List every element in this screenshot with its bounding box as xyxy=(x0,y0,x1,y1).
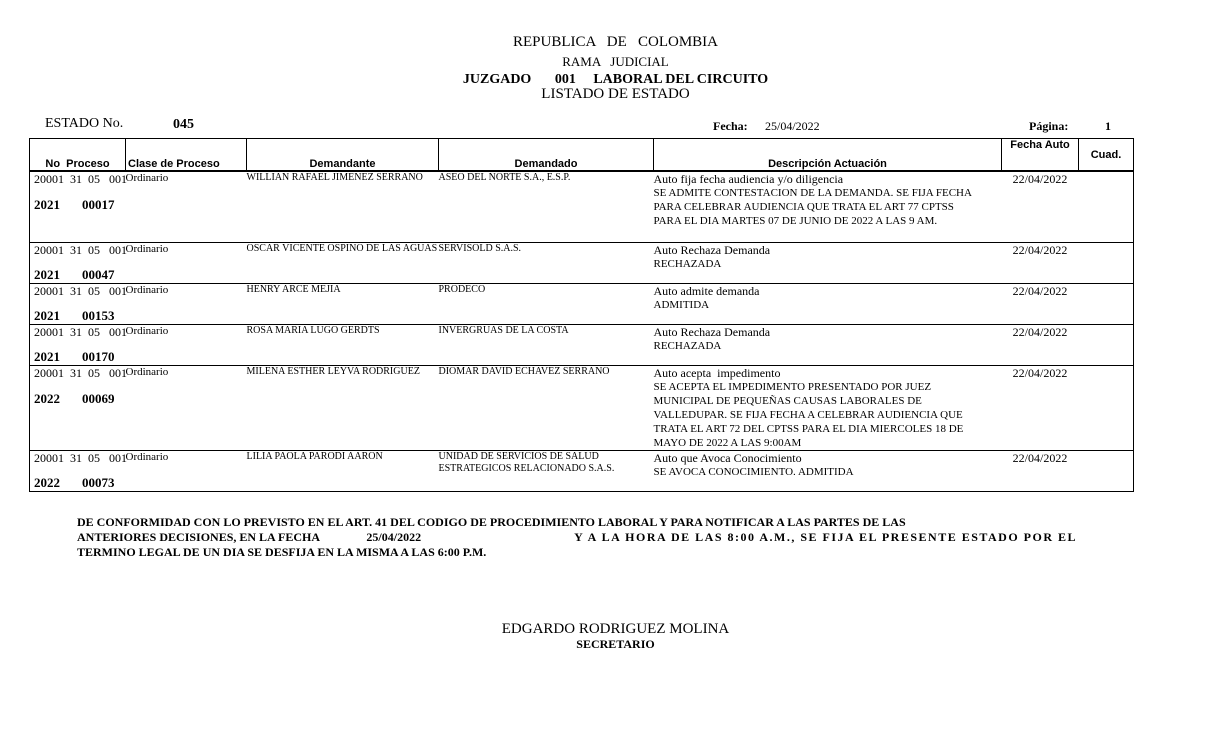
legal-line-3: TERMINO LEGAL DE UN DIA SE DESFIJA EN LA MISMA A LAS 6:00 P.M. xyxy=(77,545,487,559)
actuacion-text: SE AVOCA CONOCIMIENTO. ADMITIDA xyxy=(653,466,854,478)
legal-line-2 xyxy=(77,530,1077,545)
proceso-radicado: 00170 xyxy=(82,349,115,364)
legal-line-2a: ANTERIORES DECISIONES, EN LA FECHA xyxy=(77,530,320,544)
estado-table xyxy=(29,138,1134,492)
cell-demandante: ROSA MARIA LUGO GERDTS xyxy=(247,325,439,366)
cell-fecha-auto: 22/04/2022 xyxy=(1002,171,1079,243)
proceso-code: 20001 31 05 001 xyxy=(34,172,127,186)
table-row xyxy=(30,171,1134,243)
fecha-label: Fecha: xyxy=(713,119,748,133)
actuacion-title: Auto acepta impedimento xyxy=(653,366,781,380)
cell-proceso xyxy=(30,243,126,284)
cell-proceso xyxy=(30,366,126,451)
col-demandante: Demandante xyxy=(247,139,439,172)
table-row xyxy=(30,451,1134,492)
cell-demandado: INVERGRUAS DE LA COSTA xyxy=(439,325,654,366)
proceso-year: 2021 xyxy=(34,308,60,323)
proceso-number xyxy=(34,391,115,407)
proceso-number xyxy=(34,475,115,491)
proceso-radicado: 00153 xyxy=(82,308,115,323)
table-row xyxy=(30,243,1134,284)
court-number: 001 xyxy=(554,72,576,87)
legal-notice xyxy=(77,515,1077,560)
table-row xyxy=(30,366,1134,451)
col-demandado: Demandado xyxy=(439,139,654,172)
cell-clase: Ordinario xyxy=(126,171,247,243)
actuacion-title: Auto admite demanda xyxy=(653,284,760,298)
legal-date: 25/04/2022 xyxy=(366,530,422,544)
signature-role: SECRETARIO xyxy=(576,637,655,651)
cell-cuad xyxy=(1079,366,1134,451)
legal-line-1: DE CONFORMIDAD CON LO PREVISTO EN EL ART. 41 DEL CODIGO DE PROCEDIMIENTO LABORAL Y PARA NOTIFICAR A LAS PARTES DE LAS xyxy=(77,515,906,529)
cell-clase: Ordinario xyxy=(126,284,247,325)
proceso-number xyxy=(34,349,115,365)
pagina-value: 1 xyxy=(1105,119,1111,133)
proceso-radicado: 00047 xyxy=(82,267,115,282)
actuacion-text: SE ACEPTA EL IMPEDIMENTO PRESENTADO POR JUEZ MUNICIPAL DE PEQUEÑAS CAUSAS LABORALES DE VALLEDUPAR. SE FIJA FECHA A CELEBRAR AUDIENCIA QUE TRATA EL ART 72 DEL CPTSS PARA EL DIA MIERCOLES 18 DE MAYO DE 2022 A LAS 9:00AM xyxy=(653,381,964,449)
actuacion-text: SE ADMITE CONTESTACION DE LA DEMANDA. SE FIJA FECHA PARA CELEBRAR AUDIENCIA QUE TRATA EL ART 77 CPTSS PARA EL DIA MARTES 07 DE JUNIO DE 2022 A LAS 9 AM. xyxy=(653,187,972,227)
cell-cuad xyxy=(1079,451,1134,492)
court-name: LABORAL DEL CIRCUITO xyxy=(593,72,769,87)
actuacion-title: Auto Rechaza Demanda xyxy=(653,243,771,257)
cell-fecha-auto: 22/04/2022 xyxy=(1002,284,1079,325)
pagina-label: Página: xyxy=(1029,119,1069,133)
table-header-row xyxy=(30,139,1134,172)
cell-demandante: WILLIAN RAFAEL JIMENEZ SERRANO xyxy=(247,171,439,243)
cell-cuad xyxy=(1079,325,1134,366)
cell-descripcion xyxy=(654,284,1002,325)
cell-demandante: HENRY ARCE MEJIA xyxy=(247,284,439,325)
cell-descripcion xyxy=(654,171,1002,243)
legal-line-2b: Y A LA HORA DE LAS 8:00 A.M., SE FIJA EL PRESENTE ESTADO POR EL xyxy=(574,530,1077,544)
cell-cuad xyxy=(1079,171,1134,243)
cell-cuad xyxy=(1079,284,1134,325)
actuacion-title: Auto fija fecha audiencia y/o diligencia xyxy=(653,172,844,186)
proceso-year: 2022 xyxy=(34,391,60,406)
cell-demandado: DIOMAR DAVID ECHAVEZ SERRANO xyxy=(439,366,654,451)
cell-clase: Ordinario xyxy=(126,366,247,451)
cell-clase: Ordinario xyxy=(126,243,247,284)
cell-proceso xyxy=(30,171,126,243)
table-row xyxy=(30,325,1134,366)
actuacion-text: RECHAZADA xyxy=(653,340,722,352)
actuacion-title: Auto que Avoca Conocimiento xyxy=(653,451,802,465)
document-title: LISTADO DE ESTADO xyxy=(541,86,690,102)
cell-proceso xyxy=(30,451,126,492)
cell-fecha-auto: 22/04/2022 xyxy=(1002,243,1079,284)
actuacion-text: ADMITIDA xyxy=(653,299,710,311)
proceso-code: 20001 31 05 001 xyxy=(34,366,127,380)
proceso-code: 20001 31 05 001 xyxy=(34,451,127,465)
table-row xyxy=(30,284,1134,325)
cell-demandado: PRODECO xyxy=(439,284,654,325)
col-proceso: No Proceso xyxy=(30,139,126,172)
header-branch: RAMA JUDICIAL xyxy=(562,54,669,69)
cell-demandante: OSCAR VICENTE OSPINO DE LAS AGUAS xyxy=(247,243,439,284)
cell-clase: Ordinario xyxy=(126,325,247,366)
proceso-code: 20001 31 05 001 xyxy=(34,325,127,339)
cell-fecha-auto: 22/04/2022 xyxy=(1002,451,1079,492)
cell-descripcion xyxy=(654,243,1002,284)
cell-fecha-auto: 22/04/2022 xyxy=(1002,366,1079,451)
proceso-radicado: 00017 xyxy=(82,197,115,212)
proceso-year: 2021 xyxy=(34,267,60,282)
cell-proceso xyxy=(30,325,126,366)
proceso-year: 2021 xyxy=(34,197,60,212)
cell-clase: Ordinario xyxy=(126,451,247,492)
actuacion-title: Auto Rechaza Demanda xyxy=(653,325,771,339)
estado-value: 045 xyxy=(173,117,194,132)
proceso-number xyxy=(34,267,115,283)
col-cuad: Cuad. xyxy=(1079,139,1134,172)
proceso-radicado: 00069 xyxy=(82,391,115,406)
cell-proceso xyxy=(30,284,126,325)
signature-name: EDGARDO RODRIGUEZ MOLINA xyxy=(501,621,730,637)
cell-demandado: UNIDAD DE SERVICIOS DE SALUD ESTRATEGICOS RELACIONADO S.A.S. xyxy=(439,451,654,492)
col-descripcion: Descripción Actuación xyxy=(654,139,1002,172)
cell-demandante: LILIA PAOLA PARODI AARON xyxy=(247,451,439,492)
col-fecha-auto: Fecha Auto xyxy=(1002,139,1079,172)
cell-descripcion xyxy=(654,325,1002,366)
fecha-value: 25/04/2022 xyxy=(765,119,820,133)
cell-demandado: ASEO DEL NORTE S.A., E.S.P. xyxy=(439,171,654,243)
court-label: JUZGADO xyxy=(462,72,532,87)
proceso-number xyxy=(34,308,115,324)
header-country: REPUBLICA DE COLOMBIA xyxy=(512,34,718,50)
cell-descripcion xyxy=(654,451,1002,492)
cell-demandante: MILENA ESTHER LEYVA RODRIGUEZ xyxy=(247,366,439,451)
actuacion-text: RECHAZADA xyxy=(653,258,722,270)
proceso-year: 2022 xyxy=(34,475,60,490)
proceso-code: 20001 31 05 001 xyxy=(34,243,127,257)
cell-cuad xyxy=(1079,243,1134,284)
col-clase: Clase de Proceso xyxy=(126,139,247,172)
cell-descripcion xyxy=(654,366,1002,451)
estado-label: ESTADO No. xyxy=(45,116,124,131)
cell-demandado: SERVISOLD S.A.S. xyxy=(439,243,654,284)
cell-fecha-auto: 22/04/2022 xyxy=(1002,325,1079,366)
proceso-radicado: 00073 xyxy=(82,475,115,490)
proceso-year: 2021 xyxy=(34,349,60,364)
proceso-code: 20001 31 05 001 xyxy=(34,284,127,298)
proceso-number xyxy=(34,197,115,213)
